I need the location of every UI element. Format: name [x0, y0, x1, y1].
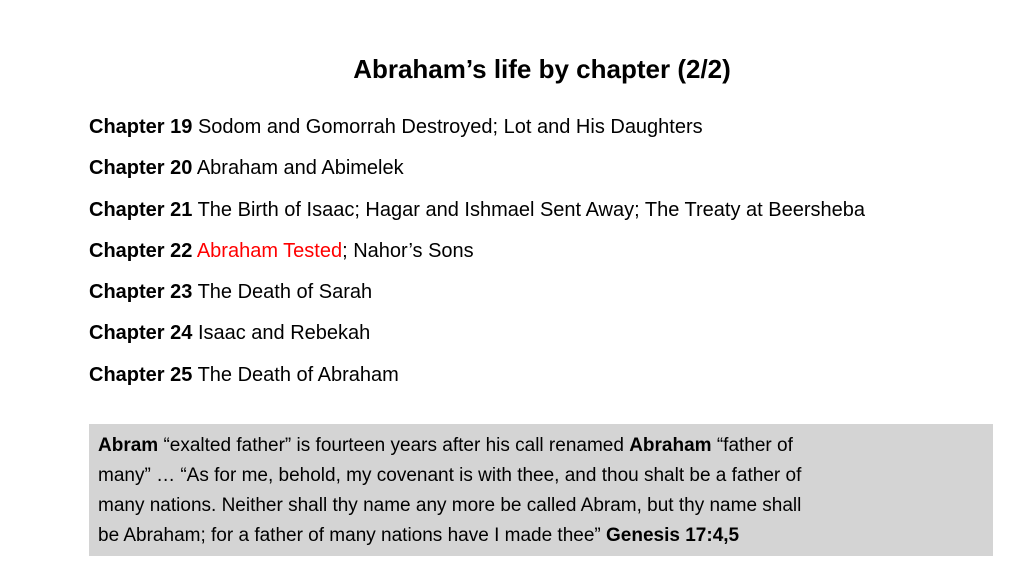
scripture-reference: Genesis 17:4,5 [606, 525, 740, 546]
chapter-label: Chapter 21 [89, 198, 193, 221]
chapter-label: Chapter 25 [89, 363, 193, 386]
abram-meaning: “exalted father” is fourteen years after his call renamed [163, 435, 624, 456]
chapter-label: Chapter 20 [89, 157, 193, 180]
chapter-list [89, 112, 1009, 401]
quote-line: many nations. Neither shall thy name any more be called Abram, but thy name shall [98, 495, 802, 516]
name-abram: Abram [98, 435, 159, 456]
chapter-label: Chapter 24 [89, 322, 193, 345]
chapter-label: Chapter 23 [89, 281, 193, 304]
chapter-item [89, 195, 1009, 236]
quote-line [98, 521, 985, 551]
chapter-title: The Birth of Isaac; Hagar and Ishmael Sent Away; The Treaty at Beersheba [197, 198, 865, 221]
quote-line [98, 431, 985, 461]
chapter-title: Isaac and Rebekah [197, 322, 371, 345]
chapter-item [89, 153, 1009, 194]
quote-text: be Abraham; for a father of many nations have I made thee” [98, 525, 601, 546]
chapter-title: The Death of Sarah [197, 281, 373, 304]
chapter-item [89, 277, 1009, 318]
quote-line: many” … “As for me, behold, my covenant is with thee, and thou shalt be a father of [98, 465, 802, 486]
name-abraham: Abraham [629, 435, 712, 456]
quote-box [89, 424, 993, 556]
chapter-label: Chapter 19 [89, 116, 193, 138]
abraham-meaning: “father of [716, 435, 793, 456]
chapter-item [89, 318, 1009, 359]
chapter-title: Sodom and Gomorrah Destroyed; Lot and His Daughters [197, 116, 703, 138]
chapter-label: Chapter 22 [89, 239, 193, 262]
slide-title: Abraham’s life by chapter (2/2) [353, 54, 731, 84]
chapter-item [89, 236, 1009, 277]
chapter-item [89, 112, 1009, 153]
chapter-item [89, 360, 1009, 401]
chapter-title: The Death of Abraham [197, 363, 399, 386]
chapter-title: Abraham and Abimelek [196, 157, 404, 180]
chapter-title: ; Nahor’s Sons [342, 239, 474, 262]
chapter-title-highlight: Abraham Tested [196, 239, 343, 262]
